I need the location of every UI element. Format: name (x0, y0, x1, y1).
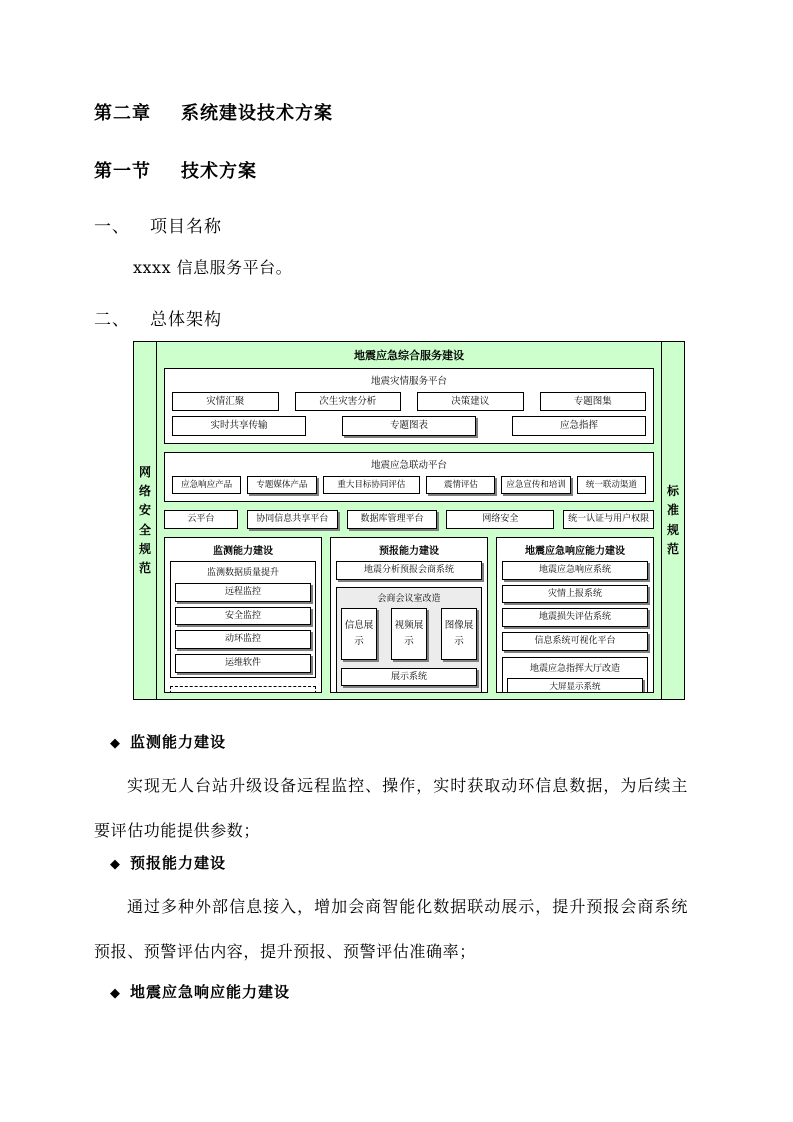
architecture-diagram (133, 341, 685, 700)
intensity-warning-project-box (170, 686, 316, 693)
diagram-box: 次生灾害分析 (295, 392, 402, 411)
monitoring-quality-group (170, 561, 316, 678)
forecast-section-paragraph: 通过多种外部信息接入，增加会商智能化数据联动展示，提升预报会商系统预报、预警评估内容，提升预报、预警评估准确率； (94, 897, 688, 961)
item2-title: 总体架构 (150, 310, 222, 330)
item1-number: 一、 (94, 217, 130, 237)
platform2-title: 地震应急联动平台 (370, 459, 447, 471)
diagram-box: 协同信息共享平台 (247, 510, 338, 529)
diagram-box: 专题图表 (342, 416, 476, 435)
diagram-box: 信息展示 (341, 608, 377, 660)
col2-top (336, 561, 482, 580)
diagram-box: 动环监控 (175, 630, 311, 649)
diagram-box: 灾情上报系统 (502, 585, 648, 604)
col3-title: 地震应急响应能力建设 (525, 545, 625, 557)
disaster-service-platform (164, 368, 654, 444)
chapter-number: 第二章 (94, 103, 151, 124)
diagram-box: 远程监控 (175, 583, 311, 602)
platform2-row (172, 476, 646, 494)
diagram-box: 灾情汇聚 (172, 392, 279, 411)
emergency-response-capability-column (496, 537, 654, 693)
diagram-box: 实时共享传输 (172, 416, 306, 435)
consultation-room-group (336, 587, 482, 693)
diagram-main (157, 342, 661, 699)
project-name-text: xxxx 信息服务平台。 (133, 258, 293, 277)
section-number: 第一节 (94, 161, 151, 182)
diagram-box: 重大目标协同评估 (323, 476, 421, 494)
chapter-heading (94, 99, 333, 125)
diagram-box: 震情评估 (426, 476, 495, 494)
diagram-box: 运维软件 (175, 654, 311, 673)
group-title: 监测数据质量提升 (206, 567, 279, 578)
capability-columns (164, 537, 654, 693)
diamond-bullet-icon: ◆ (110, 736, 121, 751)
diagram-box: 应急响应产品 (172, 476, 241, 494)
diagram-box: 统一认证与用户权限 (563, 510, 654, 529)
col1-title: 监测能力建设 (213, 545, 273, 557)
standards-spec-label: 标准规范 (666, 484, 679, 556)
diagram-box: 安全监控 (175, 607, 311, 626)
section-heading (94, 157, 257, 183)
item2-heading (94, 305, 222, 330)
diagram-box: 大屏显示系统 (507, 678, 643, 693)
diagram-box: 专题图集 (540, 392, 647, 411)
section-title: 技术方案 (181, 161, 257, 182)
right-rail (661, 342, 684, 699)
item1-title: 项目名称 (150, 217, 222, 237)
diagram-box: 图像展示 (441, 608, 477, 660)
diagram-box: 应急指挥 (512, 416, 646, 435)
forecast-capability-column (330, 537, 488, 693)
monitoring-section-heading (110, 731, 226, 752)
section-heading-text: 地震应急响应能力建设 (130, 983, 291, 1001)
diagram-box: 数据库管理平台 (347, 510, 438, 529)
item1-heading (94, 212, 222, 237)
network-security-spec-label: 网络安全规范 (138, 464, 151, 575)
emergency-linkage-platform (164, 452, 654, 502)
diagram-box: 地震损失评估系统 (502, 608, 648, 627)
diagram-box: 地震分析预报会商系统 (336, 561, 482, 580)
chapter-title: 系统建设技术方案 (181, 103, 333, 124)
col3-boxes (502, 561, 648, 651)
diamond-bullet-icon: ◆ (110, 857, 121, 872)
platform1-title: 地震灾情服务平台 (370, 376, 447, 387)
diagram-box: 专题媒体产品 (247, 476, 316, 494)
platform1-row1 (172, 392, 646, 411)
diagram-box: 应急宣传和培训 (501, 476, 570, 494)
diagram-title: 地震应急综合服务建设 (354, 349, 464, 362)
diagram-box: 地震应急响应系统 (502, 561, 648, 580)
item2-number: 二、 (94, 310, 130, 330)
response-section-heading (110, 981, 290, 1002)
platform1-row2 (172, 416, 646, 435)
col2-title: 预报能力建设 (379, 545, 439, 557)
group-title: 会商会议室改造 (377, 593, 441, 604)
display-squares-row (341, 608, 477, 660)
section-heading-text: 预报能力建设 (130, 854, 227, 872)
diamond-bullet-icon: ◆ (110, 986, 121, 1001)
diagram-box: 云平台 (164, 510, 238, 529)
diagram-box: 视频展示 (391, 608, 427, 660)
diagram-box: 统一联动渠道 (577, 476, 646, 494)
diagram-box: 展示系统 (341, 668, 477, 687)
left-rail (134, 342, 157, 699)
diagram-box: 决策建议 (417, 392, 524, 411)
command-hall-group (502, 657, 648, 693)
monitoring-capability-column (164, 537, 322, 693)
forecast-section-heading (110, 852, 226, 873)
section-heading-text: 监测能力建设 (130, 733, 227, 751)
diagram-box: 网络安全 (446, 510, 554, 529)
diagram-box: 信息系统可视化平台 (502, 632, 648, 651)
monitoring-section-paragraph: 实现无人台站升级设备远程监控、操作，实时获取动环信息数据，为后续主要评估功能提供参数； (94, 776, 688, 840)
group-title: 地震应急指挥大厅改造 (529, 663, 620, 674)
infrastructure-row (164, 510, 654, 529)
